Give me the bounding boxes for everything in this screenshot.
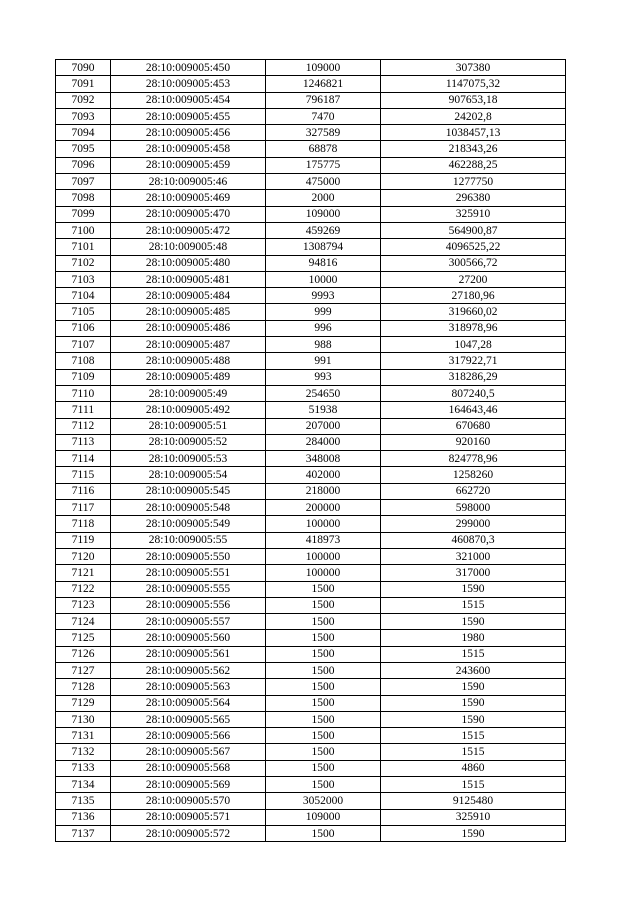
value-cell: 317000 <box>381 565 566 581</box>
area-cell: 327589 <box>266 125 381 141</box>
cadastral-number-cell: 28:10:009005:48 <box>111 239 266 255</box>
row-number-cell: 7094 <box>56 125 111 141</box>
cadastral-number-cell: 28:10:009005:454 <box>111 92 266 108</box>
cadastral-number-cell: 28:10:009005:565 <box>111 711 266 727</box>
area-cell: 1500 <box>266 760 381 776</box>
area-cell: 988 <box>266 337 381 353</box>
value-cell: 920160 <box>381 434 566 450</box>
value-cell: 24202,8 <box>381 108 566 124</box>
table-row <box>56 125 566 141</box>
table-row <box>56 695 566 711</box>
table-row <box>56 288 566 304</box>
value-cell: 4860 <box>381 760 566 776</box>
area-cell: 475000 <box>266 174 381 190</box>
area-cell: 51938 <box>266 402 381 418</box>
row-number-cell: 7097 <box>56 174 111 190</box>
area-cell: 1500 <box>266 597 381 613</box>
cadastral-number-cell: 28:10:009005:549 <box>111 516 266 532</box>
value-cell: 460870,3 <box>381 532 566 548</box>
cadastral-number-cell: 28:10:009005:564 <box>111 695 266 711</box>
cadastral-number-cell: 28:10:009005:459 <box>111 157 266 173</box>
area-cell: 10000 <box>266 271 381 287</box>
area-cell: 1500 <box>266 679 381 695</box>
cadastral-number-cell: 28:10:009005:486 <box>111 320 266 336</box>
table-row <box>56 206 566 222</box>
cadastral-number-cell: 28:10:009005:566 <box>111 728 266 744</box>
area-cell: 1500 <box>266 711 381 727</box>
table-row <box>56 76 566 92</box>
value-cell: 1515 <box>381 744 566 760</box>
area-cell: 109000 <box>266 206 381 222</box>
table-row <box>56 353 566 369</box>
table-row <box>56 174 566 190</box>
cadastral-number-cell: 28:10:009005:55 <box>111 532 266 548</box>
area-cell: 1500 <box>266 695 381 711</box>
cadastral-number-cell: 28:10:009005:569 <box>111 777 266 793</box>
cadastral-number-cell: 28:10:009005:46 <box>111 174 266 190</box>
row-number-cell: 7125 <box>56 630 111 646</box>
cadastral-number-cell: 28:10:009005:557 <box>111 614 266 630</box>
table-row <box>56 793 566 809</box>
value-cell: 318286,29 <box>381 369 566 385</box>
area-cell: 1500 <box>266 825 381 841</box>
row-number-cell: 7093 <box>56 108 111 124</box>
table-row <box>56 337 566 353</box>
table-row <box>56 92 566 108</box>
row-number-cell: 7119 <box>56 532 111 548</box>
value-cell: 27200 <box>381 271 566 287</box>
table-row <box>56 825 566 841</box>
area-cell: 2000 <box>266 190 381 206</box>
area-cell: 9993 <box>266 288 381 304</box>
table-row <box>56 679 566 695</box>
row-number-cell: 7127 <box>56 662 111 678</box>
cadastral-number-cell: 28:10:009005:571 <box>111 809 266 825</box>
cadastral-number-cell: 28:10:009005:469 <box>111 190 266 206</box>
row-number-cell: 7095 <box>56 141 111 157</box>
cadastral-number-cell: 28:10:009005:453 <box>111 76 266 92</box>
value-cell: 325910 <box>381 206 566 222</box>
table-row <box>56 728 566 744</box>
table-row <box>56 222 566 238</box>
cadastral-number-cell: 28:10:009005:487 <box>111 337 266 353</box>
area-cell: 284000 <box>266 434 381 450</box>
row-number-cell: 7090 <box>56 60 111 76</box>
row-number-cell: 7132 <box>56 744 111 760</box>
value-cell: 1590 <box>381 825 566 841</box>
cadastral-number-cell: 28:10:009005:572 <box>111 825 266 841</box>
area-cell: 68878 <box>266 141 381 157</box>
area-cell: 999 <box>266 304 381 320</box>
cadastral-number-cell: 28:10:009005:488 <box>111 353 266 369</box>
table-row <box>56 304 566 320</box>
cadastral-number-cell: 28:10:009005:450 <box>111 60 266 76</box>
value-cell: 1515 <box>381 597 566 613</box>
table-row <box>56 434 566 450</box>
cadastral-number-cell: 28:10:009005:555 <box>111 581 266 597</box>
table-row <box>56 614 566 630</box>
cadastral-number-cell: 28:10:009005:480 <box>111 255 266 271</box>
value-cell: 598000 <box>381 500 566 516</box>
cadastral-number-cell: 28:10:009005:489 <box>111 369 266 385</box>
value-cell: 1047,28 <box>381 337 566 353</box>
row-number-cell: 7091 <box>56 76 111 92</box>
row-number-cell: 7122 <box>56 581 111 597</box>
area-cell: 418973 <box>266 532 381 548</box>
area-cell: 1308794 <box>266 239 381 255</box>
cadastral-number-cell: 28:10:009005:563 <box>111 679 266 695</box>
value-cell: 1590 <box>381 614 566 630</box>
cadastral-number-cell: 28:10:009005:551 <box>111 565 266 581</box>
table-body <box>56 60 566 842</box>
table-row <box>56 809 566 825</box>
area-cell: 1500 <box>266 646 381 662</box>
value-cell: 1515 <box>381 646 566 662</box>
cadastral-number-cell: 28:10:009005:51 <box>111 418 266 434</box>
cadastral-number-cell: 28:10:009005:560 <box>111 630 266 646</box>
cadastral-number-cell: 28:10:009005:470 <box>111 206 266 222</box>
area-cell: 1500 <box>266 614 381 630</box>
area-cell: 1500 <box>266 662 381 678</box>
value-cell: 9125480 <box>381 793 566 809</box>
value-cell: 325910 <box>381 809 566 825</box>
area-cell: 200000 <box>266 500 381 516</box>
table-row <box>56 320 566 336</box>
cadastral-number-cell: 28:10:009005:472 <box>111 222 266 238</box>
value-cell: 1147075,32 <box>381 76 566 92</box>
area-cell: 175775 <box>266 157 381 173</box>
value-cell: 824778,96 <box>381 451 566 467</box>
value-cell: 299000 <box>381 516 566 532</box>
table-row <box>56 581 566 597</box>
area-cell: 218000 <box>266 483 381 499</box>
table-row <box>56 744 566 760</box>
value-cell: 670680 <box>381 418 566 434</box>
area-cell: 94816 <box>266 255 381 271</box>
data-table <box>55 59 566 842</box>
table-row <box>56 271 566 287</box>
table-row <box>56 60 566 76</box>
table-row <box>56 157 566 173</box>
area-cell: 993 <box>266 369 381 385</box>
area-cell: 100000 <box>266 565 381 581</box>
cadastral-number-cell: 28:10:009005:52 <box>111 434 266 450</box>
row-number-cell: 7124 <box>56 614 111 630</box>
table-row <box>56 141 566 157</box>
table-row <box>56 500 566 516</box>
row-number-cell: 7107 <box>56 337 111 353</box>
row-number-cell: 7128 <box>56 679 111 695</box>
cadastral-number-cell: 28:10:009005:485 <box>111 304 266 320</box>
row-number-cell: 7100 <box>56 222 111 238</box>
area-cell: 1500 <box>266 728 381 744</box>
table-row <box>56 662 566 678</box>
area-cell: 1500 <box>266 581 381 597</box>
area-cell: 1246821 <box>266 76 381 92</box>
row-number-cell: 7130 <box>56 711 111 727</box>
table-row <box>56 418 566 434</box>
row-number-cell: 7108 <box>56 353 111 369</box>
cadastral-number-cell: 28:10:009005:54 <box>111 467 266 483</box>
table-row <box>56 760 566 776</box>
area-cell: 207000 <box>266 418 381 434</box>
area-cell: 459269 <box>266 222 381 238</box>
table-row <box>56 402 566 418</box>
table-row <box>56 630 566 646</box>
row-number-cell: 7121 <box>56 565 111 581</box>
area-cell: 796187 <box>266 92 381 108</box>
row-number-cell: 7106 <box>56 320 111 336</box>
table-row <box>56 385 566 401</box>
value-cell: 1515 <box>381 728 566 744</box>
area-cell: 100000 <box>266 516 381 532</box>
row-number-cell: 7120 <box>56 548 111 564</box>
table-row <box>56 597 566 613</box>
cadastral-number-cell: 28:10:009005:492 <box>111 402 266 418</box>
row-number-cell: 7133 <box>56 760 111 776</box>
table-row <box>56 108 566 124</box>
value-cell: 564900,87 <box>381 222 566 238</box>
table-row <box>56 646 566 662</box>
table-row <box>56 565 566 581</box>
value-cell: 4096525,22 <box>381 239 566 255</box>
table-row <box>56 711 566 727</box>
area-cell: 109000 <box>266 60 381 76</box>
area-cell: 3052000 <box>266 793 381 809</box>
row-number-cell: 7098 <box>56 190 111 206</box>
value-cell: 164643,46 <box>381 402 566 418</box>
table-row <box>56 239 566 255</box>
value-cell: 907653,18 <box>381 92 566 108</box>
row-number-cell: 7116 <box>56 483 111 499</box>
value-cell: 1038457,13 <box>381 125 566 141</box>
value-cell: 807240,5 <box>381 385 566 401</box>
cadastral-number-cell: 28:10:009005:562 <box>111 662 266 678</box>
area-cell: 7470 <box>266 108 381 124</box>
row-number-cell: 7118 <box>56 516 111 532</box>
value-cell: 1515 <box>381 777 566 793</box>
row-number-cell: 7103 <box>56 271 111 287</box>
table-row <box>56 467 566 483</box>
value-cell: 300566,72 <box>381 255 566 271</box>
value-cell: 318978,96 <box>381 320 566 336</box>
cadastral-number-cell: 28:10:009005:484 <box>111 288 266 304</box>
cadastral-number-cell: 28:10:009005:568 <box>111 760 266 776</box>
value-cell: 321000 <box>381 548 566 564</box>
area-cell: 1500 <box>266 744 381 760</box>
row-number-cell: 7117 <box>56 500 111 516</box>
table-row <box>56 548 566 564</box>
row-number-cell: 7126 <box>56 646 111 662</box>
value-cell: 243600 <box>381 662 566 678</box>
table-row <box>56 532 566 548</box>
cadastral-number-cell: 28:10:009005:567 <box>111 744 266 760</box>
row-number-cell: 7101 <box>56 239 111 255</box>
row-number-cell: 7111 <box>56 402 111 418</box>
cadastral-number-cell: 28:10:009005:49 <box>111 385 266 401</box>
row-number-cell: 7105 <box>56 304 111 320</box>
cadastral-number-cell: 28:10:009005:545 <box>111 483 266 499</box>
row-number-cell: 7099 <box>56 206 111 222</box>
value-cell: 1590 <box>381 581 566 597</box>
table-row <box>56 516 566 532</box>
row-number-cell: 7131 <box>56 728 111 744</box>
cadastral-number-cell: 28:10:009005:456 <box>111 125 266 141</box>
value-cell: 662720 <box>381 483 566 499</box>
cadastral-number-cell: 28:10:009005:455 <box>111 108 266 124</box>
table-row <box>56 483 566 499</box>
table-row <box>56 369 566 385</box>
table-row <box>56 190 566 206</box>
area-cell: 996 <box>266 320 381 336</box>
row-number-cell: 7112 <box>56 418 111 434</box>
row-number-cell: 7096 <box>56 157 111 173</box>
value-cell: 1590 <box>381 711 566 727</box>
row-number-cell: 7134 <box>56 777 111 793</box>
row-number-cell: 7092 <box>56 92 111 108</box>
area-cell: 254650 <box>266 385 381 401</box>
cadastral-number-cell: 28:10:009005:561 <box>111 646 266 662</box>
row-number-cell: 7109 <box>56 369 111 385</box>
row-number-cell: 7113 <box>56 434 111 450</box>
area-cell: 991 <box>266 353 381 369</box>
area-cell: 348008 <box>266 451 381 467</box>
area-cell: 1500 <box>266 777 381 793</box>
area-cell: 1500 <box>266 630 381 646</box>
value-cell: 1277750 <box>381 174 566 190</box>
value-cell: 307380 <box>381 60 566 76</box>
area-cell: 402000 <box>266 467 381 483</box>
value-cell: 296380 <box>381 190 566 206</box>
value-cell: 218343,26 <box>381 141 566 157</box>
row-number-cell: 7110 <box>56 385 111 401</box>
row-number-cell: 7129 <box>56 695 111 711</box>
row-number-cell: 7115 <box>56 467 111 483</box>
cadastral-number-cell: 28:10:009005:481 <box>111 271 266 287</box>
cadastral-number-cell: 28:10:009005:548 <box>111 500 266 516</box>
row-number-cell: 7102 <box>56 255 111 271</box>
table-row <box>56 255 566 271</box>
area-cell: 109000 <box>266 809 381 825</box>
value-cell: 462288,25 <box>381 157 566 173</box>
cadastral-number-cell: 28:10:009005:556 <box>111 597 266 613</box>
value-cell: 1590 <box>381 695 566 711</box>
value-cell: 1590 <box>381 679 566 695</box>
value-cell: 1258260 <box>381 467 566 483</box>
value-cell: 317922,71 <box>381 353 566 369</box>
row-number-cell: 7137 <box>56 825 111 841</box>
table-row <box>56 777 566 793</box>
row-number-cell: 7136 <box>56 809 111 825</box>
area-cell: 100000 <box>266 548 381 564</box>
row-number-cell: 7114 <box>56 451 111 467</box>
cadastral-number-cell: 28:10:009005:458 <box>111 141 266 157</box>
value-cell: 1980 <box>381 630 566 646</box>
row-number-cell: 7104 <box>56 288 111 304</box>
cadastral-number-cell: 28:10:009005:53 <box>111 451 266 467</box>
row-number-cell: 7123 <box>56 597 111 613</box>
cadastral-number-cell: 28:10:009005:550 <box>111 548 266 564</box>
row-number-cell: 7135 <box>56 793 111 809</box>
value-cell: 27180,96 <box>381 288 566 304</box>
table-row <box>56 451 566 467</box>
value-cell: 319660,02 <box>381 304 566 320</box>
cadastral-number-cell: 28:10:009005:570 <box>111 793 266 809</box>
